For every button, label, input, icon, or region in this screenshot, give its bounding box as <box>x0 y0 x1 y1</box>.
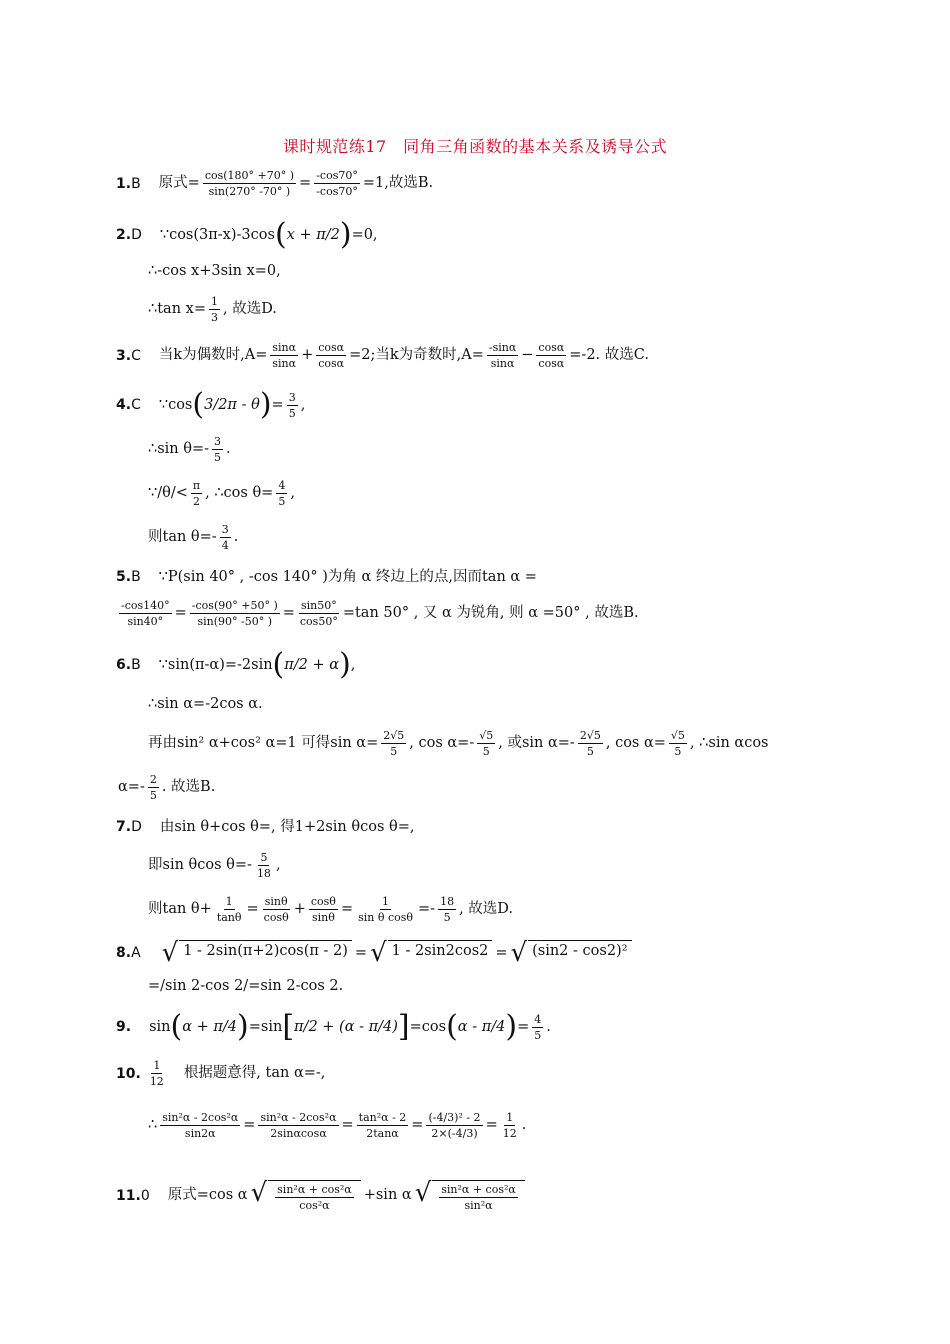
answer-10 <box>116 1060 325 1087</box>
question-number: 7.D <box>116 819 142 836</box>
fraction: $\frac{\text{(-4/3)² - 2}}{2\times(-4/3)}$ <box>428 1111 481 1140</box>
question-number: 1.B <box>116 175 141 192</box>
equals: = <box>354 944 368 961</box>
equals: = <box>174 605 187 622</box>
fraction: $\frac{√5}{5}$ <box>670 729 685 758</box>
answer-fraction: $\frac{1}{12}$ <box>149 1059 164 1088</box>
answer-7 <box>116 820 415 835</box>
fraction: $\frac{\sin 50^\circ}{\cos 50^\circ}$ <box>299 599 338 628</box>
text: , <box>350 656 356 673</box>
page-title: 课时规范练17 同角三角函数的基本关系及诱导公式 <box>282 137 668 156</box>
text: . <box>226 441 231 458</box>
fraction: $\frac{1}{12}$ <box>502 1111 517 1140</box>
answer-11 <box>116 1180 528 1211</box>
fraction: $\frac{\text{sin²α + cos²α}}{\text{cos²α}}$ <box>277 1183 352 1212</box>
fraction: $\frac{√5}{5}$ <box>479 729 494 758</box>
question-number: 4.C <box>116 397 141 413</box>
text: , 故选D. <box>459 901 514 918</box>
answer-10-step <box>148 1112 526 1139</box>
text: =cos <box>409 1018 447 1035</box>
text: 则tan θ+ <box>148 901 212 918</box>
question-number: 10. <box>116 1065 141 1082</box>
text: 即sin θcos θ=- <box>148 857 252 874</box>
answer-7-step <box>148 896 513 923</box>
expr: α - π/4 <box>457 1018 506 1035</box>
answer-6 <box>116 647 356 682</box>
answer-4-step <box>148 436 231 463</box>
fraction: $\frac{\cos\alpha}{\cos\alpha}$ <box>538 341 565 370</box>
text: , cos α=- <box>409 735 475 752</box>
paren: ( <box>170 1009 183 1044</box>
question-number: 11.0 <box>116 1187 150 1204</box>
text: +sin α <box>363 1187 412 1204</box>
text: ∴tan x= <box>148 301 206 318</box>
text: ∵/θ/< <box>148 485 188 502</box>
text: ∴sin α=-2cos α. <box>148 696 263 712</box>
square-root: √ (sin2 - cos2)² <box>511 940 632 966</box>
answer-4 <box>116 387 306 422</box>
text: , 或sin α=- <box>498 735 575 752</box>
answer-4-step <box>148 524 238 551</box>
fraction: $\frac{4}{5}$ <box>278 479 286 508</box>
fraction: $\frac{\cos\theta}{\sin\theta}$ <box>310 895 336 924</box>
equals: = <box>341 1117 354 1134</box>
fraction: $\frac{2√5}{5}$ <box>383 729 405 758</box>
text: . <box>233 529 239 546</box>
equals: = <box>246 901 259 918</box>
paren: ( <box>446 1009 458 1044</box>
fraction: $\frac{-\cos 140^\circ}{\sin 40^\circ}$ <box>121 599 170 628</box>
fraction: $\frac{-\sin\alpha}{\sin\alpha}$ <box>488 341 517 370</box>
fraction: $\frac{\text{sin²α - 2cos²α}}{2\sin\alpha\cos\alpha}$ <box>260 1111 337 1140</box>
fraction: $\frac{18}{5}$ <box>440 895 455 924</box>
question-number: 6.B <box>116 657 141 673</box>
text: , cos α= <box>605 735 666 752</box>
question-number: 2.D <box>116 227 142 243</box>
square-root: √ $\frac{\text{sin²α + cos²α}}{\text{sin²α}}$ <box>415 1180 525 1211</box>
expr: α + π/4 <box>182 1018 238 1035</box>
answer-4-step <box>148 480 295 507</box>
answer-2 <box>116 217 378 252</box>
expr: π/2 + (α - π/4) <box>294 1018 398 1035</box>
text: =tan 50° , 又 α 为锐角, 则 α =50° , 故选B. <box>342 605 639 622</box>
paren: ) <box>339 217 352 252</box>
text: . <box>521 1117 527 1134</box>
equals: = <box>517 1018 530 1035</box>
text: , ∴cos θ= <box>205 485 274 502</box>
paren: ) <box>259 387 272 422</box>
fraction: $\frac{\pi}{2}$ <box>192 479 201 508</box>
text: 原式= <box>158 175 200 192</box>
equals: = <box>299 175 312 192</box>
expr: 3/2π - θ <box>204 396 260 413</box>
answer-8-step <box>148 979 343 994</box>
fraction: $\frac{\text{sin²α + cos²α}}{\text{sin²α}}$ <box>441 1183 516 1212</box>
text: =2;当k为奇数时,A= <box>349 347 484 364</box>
fraction: $\frac{\sin\alpha}{\sin\alpha}$ <box>272 341 297 370</box>
text: . <box>546 1018 551 1035</box>
answer-3 <box>116 342 649 369</box>
equals: = <box>411 1117 424 1134</box>
answer-2-step <box>148 264 281 279</box>
fraction: $\frac{\sin\theta}{\cos\theta}$ <box>263 895 289 924</box>
operator: + <box>301 347 314 364</box>
text: =sin <box>248 1018 283 1035</box>
text: 由sin θ+cos θ=, 得1+2sin θcos θ=, <box>159 819 415 835</box>
text: , <box>275 857 281 874</box>
fraction: $\frac{4}{5}$ <box>534 1012 542 1042</box>
answer-2-step <box>148 296 277 323</box>
text: ∴-cos x+3sin x=0, <box>148 263 281 279</box>
equals: = <box>271 396 284 413</box>
text: , ∴sin αcos <box>689 735 769 752</box>
expr: x + π/2 <box>286 226 340 243</box>
paren: ) <box>505 1009 518 1044</box>
paren: ( <box>272 647 285 682</box>
text: ∵cos(3π-x)-3cos <box>159 226 275 243</box>
fraction: $\frac{\text{sin²α - 2cos²α}}{\sin 2\alpha}$ <box>162 1111 239 1140</box>
text: =1,故选B. <box>362 175 434 192</box>
operator: + <box>293 901 306 918</box>
paren: ) <box>237 1009 249 1044</box>
text: ∵sin(π-α)=-2sin <box>158 656 273 673</box>
operator: − <box>521 347 534 364</box>
question-number: 9. <box>116 1019 132 1035</box>
answer-6-step <box>148 697 263 712</box>
text: =-2. 故选C. <box>569 347 649 364</box>
text: 当k为偶数时,A= <box>158 347 268 364</box>
text: ∵P(sin 40° , -cos 140° )为角 α 终边上的点,因而tan α = <box>158 569 537 585</box>
answer-6-step <box>148 730 769 757</box>
text: ∴sin θ=- <box>148 441 210 458</box>
answer-6-step <box>118 774 215 801</box>
fraction: $\frac{3}{5}$ <box>214 435 222 464</box>
answer-5 <box>116 570 537 585</box>
question-number: 8.A <box>116 945 141 961</box>
paren: ( <box>274 217 287 252</box>
fraction: $\frac{5}{18}$ <box>256 851 271 880</box>
equals: = <box>485 1117 498 1134</box>
paren: ) <box>339 647 351 682</box>
text: =/sin 2-cos 2/=sin 2-cos 2. <box>148 978 344 994</box>
equals: = <box>495 944 508 961</box>
paren: ( <box>192 387 205 422</box>
fraction: $\frac{\cos\alpha}{\cos\alpha}$ <box>318 341 345 370</box>
answer-9 <box>116 1009 551 1044</box>
paren: [ <box>282 1009 295 1044</box>
text: ∵cos <box>158 396 193 413</box>
text: =0, <box>351 226 378 243</box>
fraction: $\frac{2}{5}$ <box>149 773 157 802</box>
answer-7-step <box>148 852 281 879</box>
square-root: √ 1 - 2sin2cos2 <box>370 940 492 966</box>
fraction: $\frac{3}{4}$ <box>221 523 229 552</box>
equals: = <box>243 1117 256 1134</box>
expr: π/2 + α <box>284 656 340 673</box>
text: . 故选B. <box>161 779 216 796</box>
text: =- <box>418 901 436 918</box>
square-root: √ 1 - 2sin(π+2)cos(π - 2) <box>162 940 352 966</box>
square-root: √ $\frac{\text{sin²α + cos²α}}{\text{cos²α}}$ <box>251 1180 361 1211</box>
answer-1 <box>116 170 433 197</box>
text: α=- <box>118 779 145 796</box>
fraction: $\frac{1}{\text{sin θ cosθ}}$ <box>358 895 414 924</box>
paren: ] <box>397 1009 410 1044</box>
text: 再由sin² α+cos² α=1 可得sin α= <box>148 735 379 752</box>
equals: = <box>282 605 295 622</box>
text: 根据题意得, tan α=-, <box>183 1065 326 1082</box>
answer-8 <box>116 940 635 966</box>
answer-5-step <box>116 600 639 627</box>
fraction: $\frac{1}{3}$ <box>210 295 218 324</box>
text: 原式=cos α <box>167 1187 248 1204</box>
text: , 故选D. <box>222 301 277 318</box>
fraction: $\frac{\cos(180^\circ +70^\circ )}{\sin(270^\circ -70^\circ )}$ <box>204 169 295 198</box>
text: , <box>300 396 306 413</box>
fraction: $\frac{2√5}{5}$ <box>579 729 601 758</box>
text: ∴ <box>148 1117 158 1134</box>
fraction: $\frac{\text{tan²α - 2}}{2\tan\alpha}$ <box>358 1111 407 1140</box>
fraction: $\frac{-\cos(90^\circ +50^\circ )}{\sin(90^\circ -50^\circ )}$ <box>191 599 278 628</box>
question-number: 5.B <box>116 569 141 586</box>
fraction: $\frac{-\cos 70^\circ}{-\cos 70^\circ}$ <box>316 169 358 198</box>
text: sin <box>149 1018 171 1035</box>
question-number: 3.C <box>116 347 141 364</box>
equals: = <box>340 901 354 918</box>
fraction: $\frac{1}{\tan\theta}$ <box>216 895 242 924</box>
text: , <box>290 485 295 502</box>
text: 则tan θ=- <box>148 529 217 546</box>
fraction: $\frac{3}{5}$ <box>288 390 296 420</box>
